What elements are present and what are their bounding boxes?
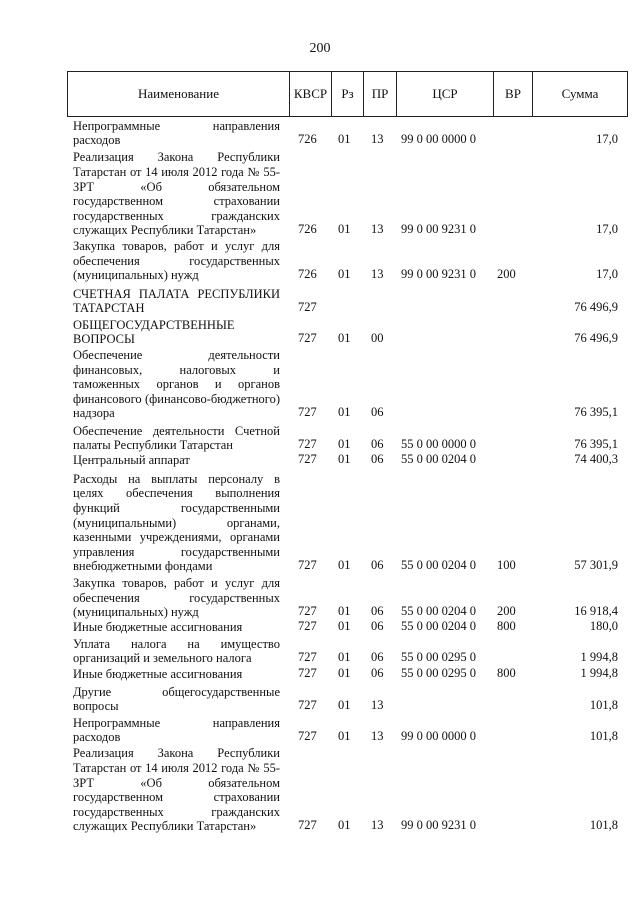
row-rz: 01 — [338, 132, 351, 147]
row-rz: 01 — [338, 698, 351, 713]
row-pr: 00 — [371, 331, 384, 346]
row-kvsr: 727 — [298, 698, 317, 713]
row-name: Центральный аппарат — [73, 453, 190, 468]
header-rz: Рз — [332, 72, 364, 116]
row-name: Реализация Закона Республики Татарстан от 14 июля 2012 года № 55-ЗРТ «Об обязательном государственном страховании государственных гражданских служащих Республики Татарстан» — [73, 150, 280, 238]
row-rz: 01 — [338, 619, 351, 634]
row-sum: 76 395,1 — [574, 437, 618, 452]
row-csr: 55 0 00 0204 0 — [401, 604, 476, 619]
row-name: Иные бюджетные ассигнования — [73, 667, 243, 682]
table-row — [0, 468, 640, 574]
row-pr: 13 — [371, 222, 384, 237]
row-pr: 06 — [371, 650, 384, 665]
row-vr: 800 — [497, 619, 516, 634]
table-header — [67, 71, 628, 117]
row-sum: 101,8 — [589, 818, 618, 833]
row-csr: 55 0 00 0000 0 — [401, 437, 476, 452]
row-pr: 06 — [371, 405, 384, 420]
table-row — [0, 714, 640, 745]
header-pr: ПР — [364, 72, 397, 116]
row-name: Реализация Закона Республики Татарстан от 14 июля 2012 года № 55-ЗРТ «Об обязательном государственном страховании государственных гражданских служащих Республики Татарстан» — [73, 746, 280, 834]
row-sum: 1 994,8 — [580, 666, 618, 681]
row-sum: 101,8 — [589, 729, 618, 744]
row-sum: 180,0 — [589, 619, 618, 634]
row-pr: 06 — [371, 452, 384, 467]
table-row — [0, 118, 640, 148]
row-pr: 06 — [371, 666, 384, 681]
row-name: Другие общегосударственные вопросы — [73, 684, 280, 714]
row-csr: 99 0 00 9231 0 — [401, 818, 476, 833]
row-kvsr: 727 — [298, 650, 317, 665]
row-kvsr: 727 — [298, 818, 317, 833]
table-row — [0, 666, 640, 682]
row-pr: 13 — [371, 698, 384, 713]
table-row — [0, 574, 640, 620]
row-csr: 99 0 00 9231 0 — [401, 222, 476, 237]
row-kvsr: 727 — [298, 405, 317, 420]
row-name: Расходы на выплаты персоналу в целях обеспечения выполнения функций государственными (муниципальными) органами, казенными учреждениями, органами управления государственными внебюджетными фондами — [73, 471, 280, 574]
row-csr: 55 0 00 0204 0 — [401, 619, 476, 634]
row-name: ОБЩЕГОСУДАРСТВЕННЫЕ ВОПРОСЫ — [73, 317, 235, 347]
table-row — [0, 745, 640, 834]
row-name: Обеспечение деятельности Счетной палаты Республики Татарстан — [73, 423, 280, 453]
row-vr: 200 — [497, 604, 516, 619]
row-kvsr: 726 — [298, 222, 317, 237]
row-csr: 99 0 00 0000 0 — [401, 132, 476, 147]
row-name: Непрограммные направления расходов — [73, 118, 280, 148]
row-vr: 200 — [497, 267, 516, 282]
row-vr: 800 — [497, 666, 516, 681]
table-row — [0, 620, 640, 635]
row-sum: 76 395,1 — [574, 405, 618, 420]
header-kvsr: КВСР — [290, 72, 332, 116]
row-sum: 74 400,3 — [574, 452, 618, 467]
table-row — [0, 421, 640, 453]
table-row — [0, 347, 640, 421]
row-pr: 13 — [371, 267, 384, 282]
row-name: Закупка товаров, работ и услуг для обеспечения государственных (муниципальных) нужд — [73, 576, 280, 620]
row-csr: 55 0 00 0295 0 — [401, 650, 476, 665]
row-name: Уплата налога на имущество организаций и земельного налога — [73, 636, 280, 666]
row-name: Непрограммные направления расходов — [73, 715, 280, 745]
table-row — [0, 148, 640, 238]
row-rz: 01 — [338, 604, 351, 619]
row-pr: 06 — [371, 437, 384, 452]
header-vr: ВР — [494, 72, 533, 116]
row-name: Обеспечение деятельности финансовых, налоговых и таможенных органов и органов финансового (финансово-бюджетного) надзора — [73, 348, 280, 421]
row-kvsr: 727 — [298, 437, 317, 452]
table-row — [0, 283, 640, 316]
row-rz: 01 — [338, 222, 351, 237]
row-pr: 06 — [371, 604, 384, 619]
row-pr: 06 — [371, 619, 384, 634]
row-sum: 101,8 — [589, 698, 618, 713]
table-row — [0, 316, 640, 347]
row-kvsr: 727 — [298, 619, 317, 634]
row-sum: 16 918,4 — [574, 604, 618, 619]
row-rz: 01 — [338, 267, 351, 282]
row-rz: 01 — [338, 818, 351, 833]
row-csr: 55 0 00 0204 0 — [401, 558, 476, 573]
row-sum: 76 496,9 — [574, 300, 618, 315]
row-kvsr: 727 — [298, 452, 317, 467]
row-name: Иные бюджетные ассигнования — [73, 620, 243, 635]
row-sum: 1 994,8 — [580, 650, 618, 665]
row-rz: 01 — [338, 729, 351, 744]
row-kvsr: 726 — [298, 267, 317, 282]
row-pr: 13 — [371, 818, 384, 833]
table-row — [0, 238, 640, 283]
row-kvsr: 727 — [298, 604, 317, 619]
row-rz: 01 — [338, 650, 351, 665]
row-kvsr: 727 — [298, 666, 317, 681]
row-sum: 17,0 — [596, 222, 618, 237]
row-sum: 17,0 — [596, 267, 618, 282]
header-name: Наименование — [68, 72, 290, 116]
row-csr: 55 0 00 0295 0 — [401, 666, 476, 681]
row-rz: 01 — [338, 331, 351, 346]
row-name: СЧЕТНАЯ ПАЛАТА РЕСПУБЛИКИ ТАТАРСТАН — [73, 286, 280, 316]
row-sum: 17,0 — [596, 132, 618, 147]
row-rz: 01 — [338, 437, 351, 452]
row-csr: 55 0 00 0204 0 — [401, 452, 476, 467]
row-sum: 57 301,9 — [574, 558, 618, 573]
row-kvsr: 727 — [298, 331, 317, 346]
row-pr: 13 — [371, 729, 384, 744]
row-pr: 13 — [371, 132, 384, 147]
table-body — [0, 118, 640, 834]
row-csr: 99 0 00 9231 0 — [401, 267, 476, 282]
row-kvsr: 726 — [298, 132, 317, 147]
row-pr: 06 — [371, 558, 384, 573]
page-number: 200 — [309, 41, 331, 56]
row-rz: 01 — [338, 558, 351, 573]
table-row — [0, 453, 640, 468]
row-kvsr: 727 — [298, 300, 317, 315]
row-name: Закупка товаров, работ и услуг для обеспечения государственных (муниципальных) нужд — [73, 239, 280, 283]
header-csr: ЦСР — [397, 72, 494, 116]
row-csr: 99 0 00 0000 0 — [401, 729, 476, 744]
row-rz: 01 — [338, 666, 351, 681]
row-kvsr: 727 — [298, 729, 317, 744]
row-rz: 01 — [338, 405, 351, 420]
row-vr: 100 — [497, 558, 516, 573]
table-row — [0, 682, 640, 714]
row-sum: 76 496,9 — [574, 331, 618, 346]
table-row — [0, 635, 640, 666]
row-rz: 01 — [338, 452, 351, 467]
row-kvsr: 727 — [298, 558, 317, 573]
header-sum: Сумма — [561, 86, 599, 101]
